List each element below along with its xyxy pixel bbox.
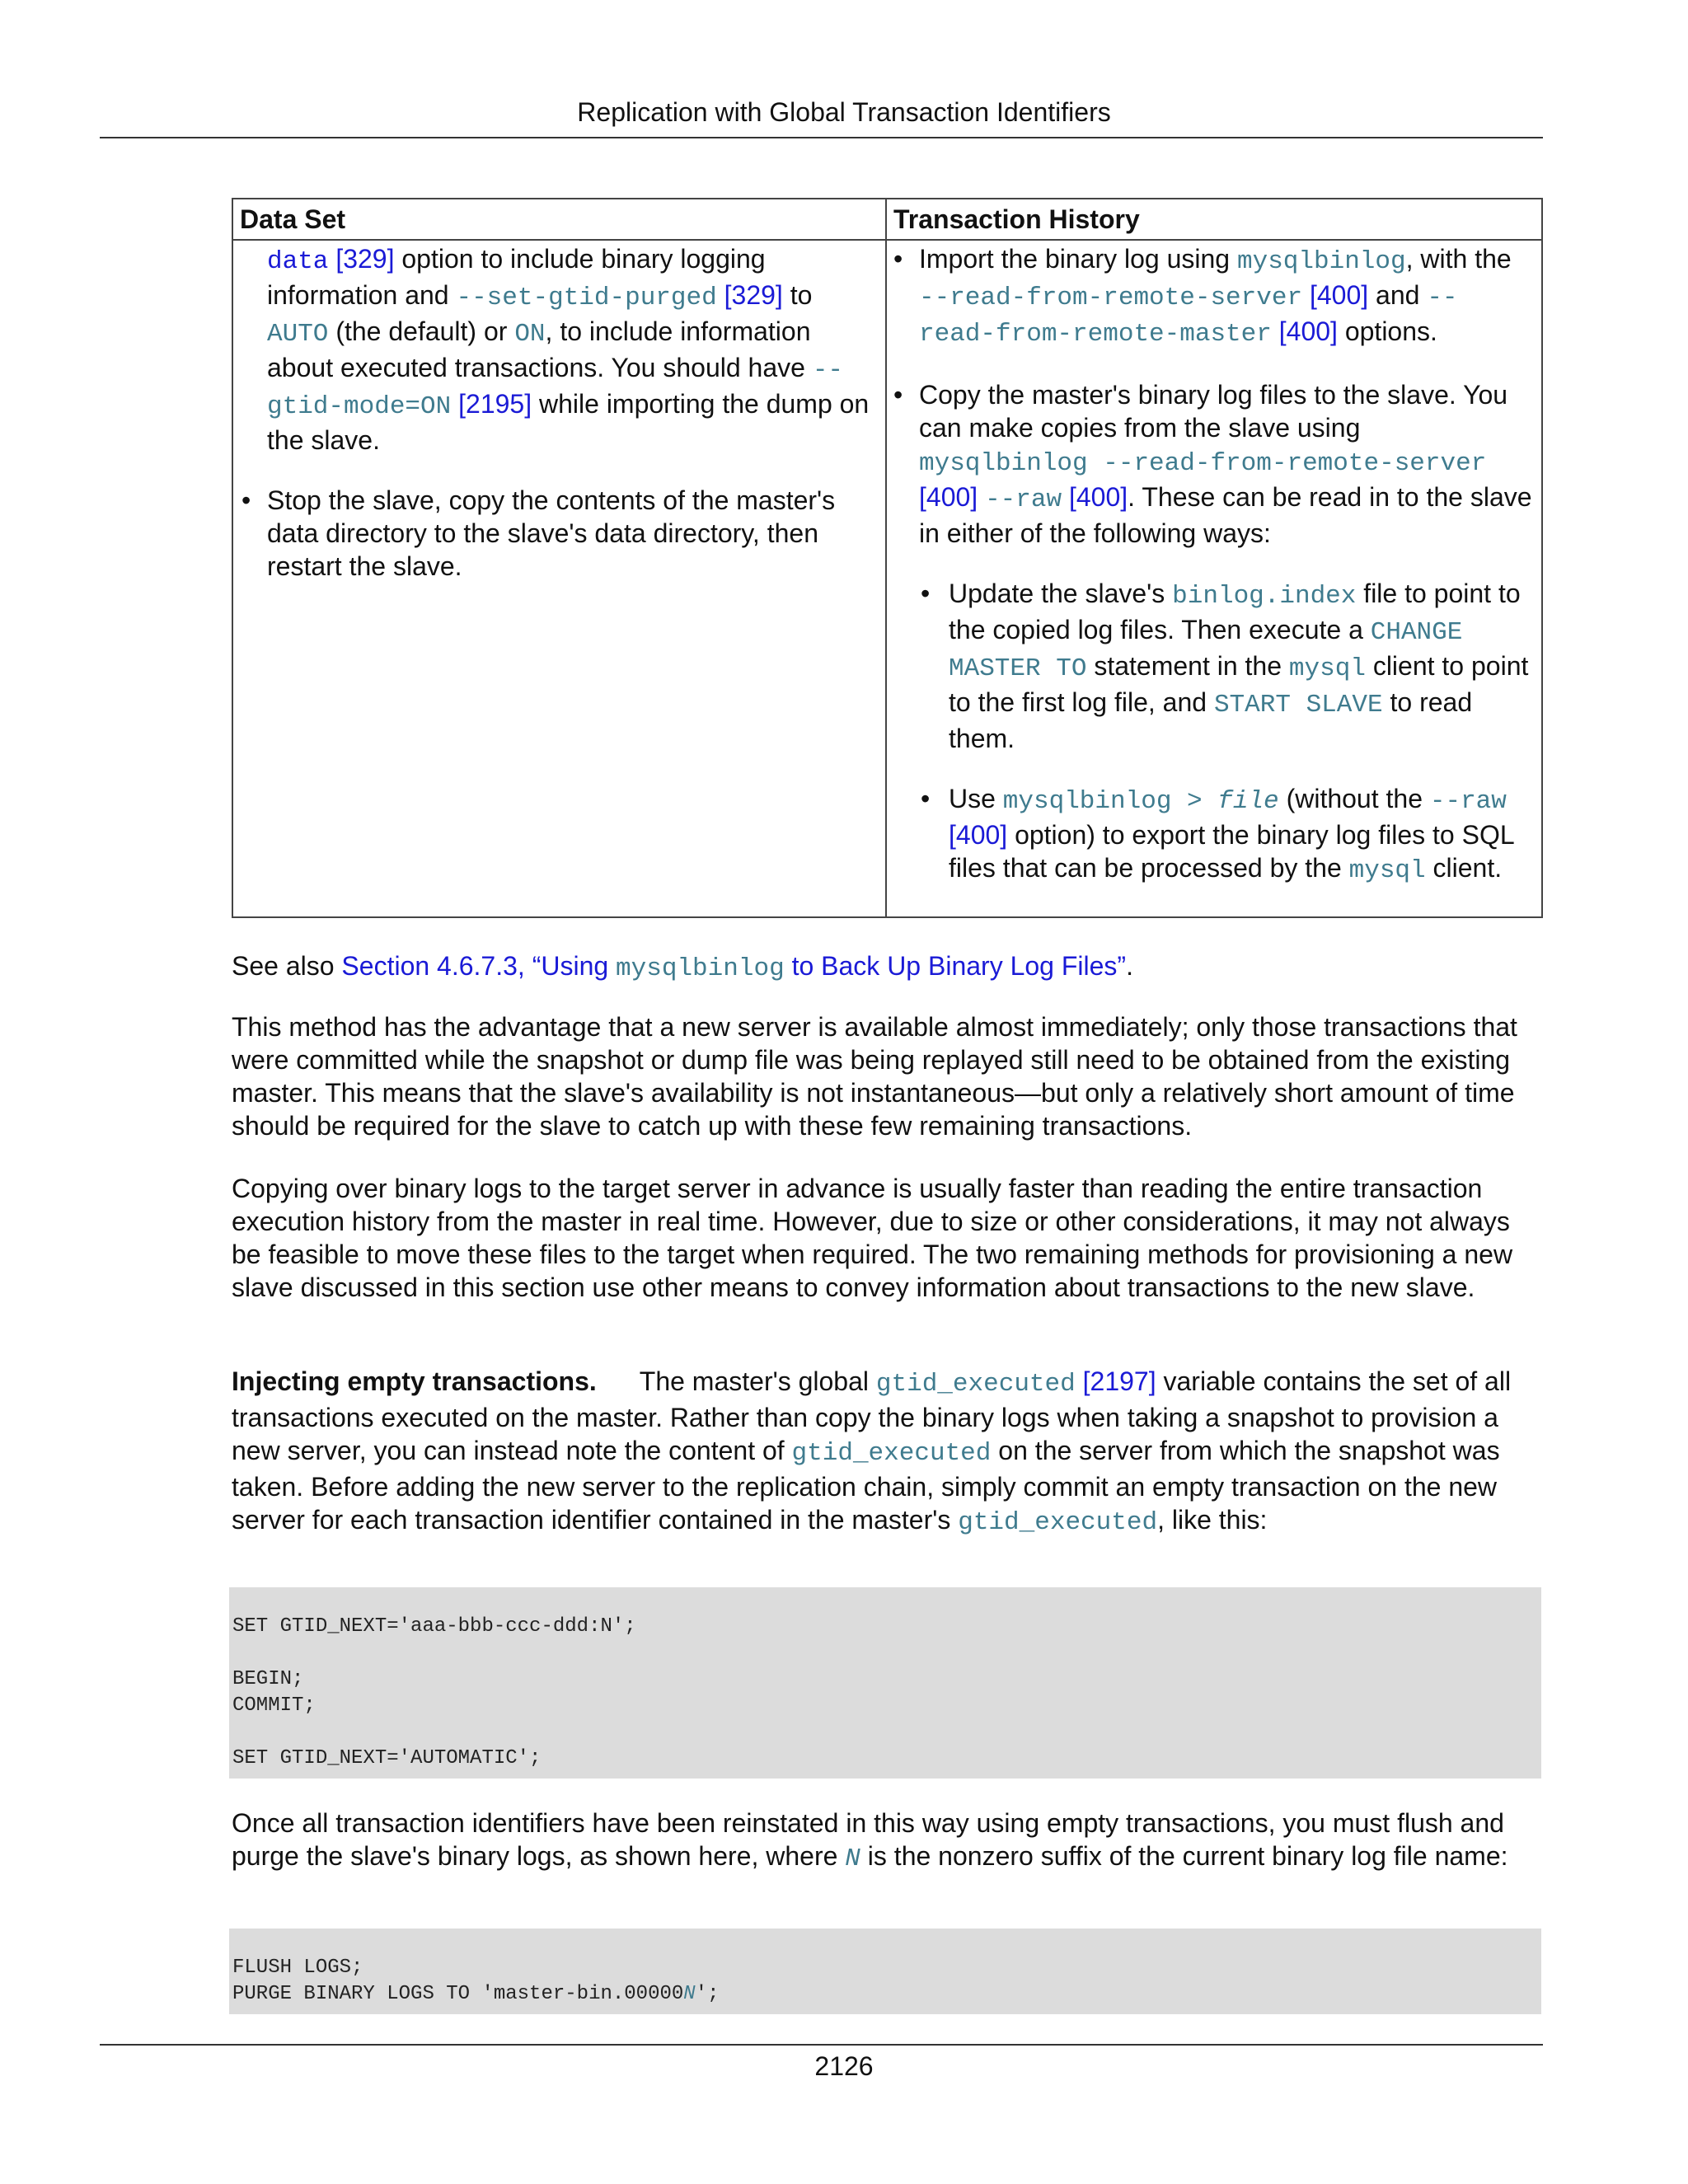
code-mysql-link[interactable]: mysql — [1288, 654, 1366, 683]
text: on the server from which the snapshot was taken. Before adding the new server to the replication chain, simply commit an empty transaction on the new server for each transaction identifier contained in the master's — [232, 1436, 1500, 1535]
text: client. — [1425, 853, 1503, 883]
code-line: PURGE BINARY LOGS TO 'master-bin.00000 — [232, 1983, 684, 2005]
ref-link[interactable]: [329] — [724, 280, 783, 310]
code-mysqlbinlog: mysqlbinlog — [616, 954, 785, 983]
text: client to point to the first log file, and — [949, 651, 1529, 717]
text: See also — [232, 951, 342, 981]
code-option-link[interactable]: --read-from-remote-master — [919, 284, 1458, 349]
header-rule — [100, 137, 1543, 138]
column-header-data-set: Data Set — [232, 199, 886, 240]
ref-link[interactable]: [2197] — [1082, 1366, 1156, 1396]
code-variable: gtid_executed — [791, 1439, 992, 1468]
text: Once all transaction identifiers have been reinstated in this way using empty transactions, you must flush and purge the slave's binary logs, as shown here, where — [232, 1808, 1504, 1871]
see-also-paragraph — [232, 949, 1542, 986]
code-value: AUTO — [267, 320, 329, 349]
code-mysql-link[interactable]: mysql — [1348, 856, 1426, 885]
text: to — [782, 280, 813, 310]
spacer — [893, 550, 1533, 577]
paragraph-copying-logs: Copying over binary logs to the target server in advance is usually faster than reading the entire transaction execution history from the master in real time. However, due to size or other considerations, it may not always be feasible to move these files to the target when required. The two remaining methods for provisioning a new slave discussed in this section use other means to convey information about transactions to the new slave. — [232, 1174, 1513, 1302]
text: . — [1126, 951, 1133, 981]
code-data-link[interactable]: data — [267, 247, 329, 276]
code-mysqlbinlog-link[interactable]: mysqlbinlog — [1236, 247, 1406, 276]
ref-link[interactable]: [2195] — [458, 389, 532, 419]
text: statement in the — [1086, 651, 1289, 681]
code-option-link[interactable]: --read-from-remote-server — [919, 284, 1303, 312]
code-value: ON — [514, 320, 546, 349]
transaction-history-cell — [886, 240, 1542, 917]
text: Use — [949, 784, 1003, 813]
code-command-link[interactable]: mysqlbinlog --read-from-remote-server — [919, 449, 1487, 478]
code-variable-link[interactable]: gtid_executed — [875, 1370, 1076, 1399]
ref-link[interactable]: [400] — [949, 820, 1008, 850]
text: to read them. — [949, 687, 1473, 753]
code-placeholder: N — [845, 1844, 860, 1873]
page-number: 2126 — [814, 2051, 874, 2081]
code-option-link[interactable]: --set-gtid-purged — [456, 284, 717, 312]
code-option-link[interactable]: --raw — [1429, 787, 1507, 816]
text: option to include binary logging information and — [267, 244, 766, 310]
history-subitem-export-sql — [921, 782, 1533, 888]
code-variable: gtid_executed — [958, 1508, 1158, 1537]
text: while importing the dump on the slave. — [267, 389, 870, 455]
text: options. — [1337, 316, 1437, 346]
text: (without the — [1278, 784, 1430, 813]
paragraph-injecting-empty-transactions — [232, 1365, 1542, 1540]
data-set-item-copy-directory: • Stop the slave, copy the contents of the master's data directory to the slave's data directory, then restart the slave. — [241, 484, 877, 583]
code-file: binlog.index — [1172, 582, 1357, 611]
history-subitem-update-index — [921, 577, 1533, 755]
text: and — [1368, 280, 1428, 310]
run-in-heading: Injecting empty transactions. — [232, 1366, 597, 1396]
code-statement-link[interactable]: CHANGE MASTER TO — [949, 618, 1463, 683]
data-set-item-dump — [241, 242, 877, 457]
code-line: FLUSH LOGS; — [232, 1957, 363, 1979]
text: The master's global — [639, 1366, 876, 1396]
code-option-link[interactable]: --gtid-mode=ON — [267, 356, 844, 421]
spacer — [241, 457, 877, 484]
data-set-cell — [232, 240, 886, 917]
section-link[interactable] — [341, 951, 1126, 981]
column-header-transaction-history: Transaction History — [886, 199, 1542, 240]
text: (the default) or — [328, 316, 515, 346]
history-item-import — [893, 242, 1533, 351]
code-block-flush-logs — [229, 1929, 1541, 2014]
text: file to point to the copied log files. Then execute a — [949, 579, 1521, 644]
code-command-link[interactable]: mysqlbinlog > — [1002, 787, 1218, 816]
ref-link[interactable]: [400] — [1309, 280, 1369, 310]
history-item-copy-logs — [893, 378, 1533, 550]
paragraph-advantage: This method has the advantage that a new server is available almost immediately; only those transactions that were committed while the snapshot or dump file was being replayed still need to be obtained from the existing master. This means that the slave's availability is not instantaneous—but only a relatively short amount of time should be required for the slave to catch up with these few remaining transactions. — [232, 1012, 1517, 1141]
code-statement-link[interactable]: START SLAVE — [1213, 691, 1383, 719]
text: . These can be read in to the slave in either of the following ways: — [919, 482, 1532, 548]
text: Update the slave's — [949, 579, 1173, 608]
text: Import the binary log using — [919, 244, 1237, 274]
ref-link[interactable]: [400] — [1068, 482, 1128, 512]
code-option-link[interactable]: --raw — [985, 485, 1062, 514]
text: , with the — [1405, 244, 1512, 274]
text: option) to export the binary log files to SQL files that can be processed by the — [949, 820, 1514, 883]
code-placeholder: N — [683, 1983, 696, 2005]
page-header-title: Replication with Global Transaction Identifiers — [577, 97, 1111, 127]
text: Copy the master's binary log files to the slave. You can make copies from the slave using — [919, 380, 1508, 443]
ref-link[interactable]: [400] — [919, 482, 978, 512]
ref-link[interactable]: [329] — [335, 244, 395, 274]
text: , to include information about executed transactions. You should have — [267, 316, 813, 382]
provisioning-table — [232, 198, 1543, 918]
paragraph-flush-purge — [232, 1807, 1542, 1876]
spacer — [893, 755, 1533, 782]
code-placeholder: file — [1217, 787, 1279, 816]
text: Section 4.6.7.3, “Using — [341, 951, 617, 981]
text: variable contains the set of all transactions executed on the master. Rather than copy the binary logs when taking a snapshot to provision a new server, you can instead note the content of — [232, 1366, 1512, 1465]
spacer — [893, 351, 1533, 378]
ref-link[interactable]: [400] — [1278, 316, 1338, 346]
text: to Back Up Binary Log Files” — [784, 951, 1127, 981]
code-block-empty-transaction: SET GTID_NEXT='aaa-bbb-ccc-ddd:N'; BEGIN; COMMIT; SET GTID_NEXT='AUTOMATIC'; — [229, 1587, 1541, 1779]
footer-rule — [100, 2044, 1543, 2046]
text: is the nonzero suffix of the current binary log file name: — [860, 1841, 1508, 1871]
code-line: '; — [695, 1983, 720, 2005]
text: , like this: — [1157, 1505, 1268, 1535]
